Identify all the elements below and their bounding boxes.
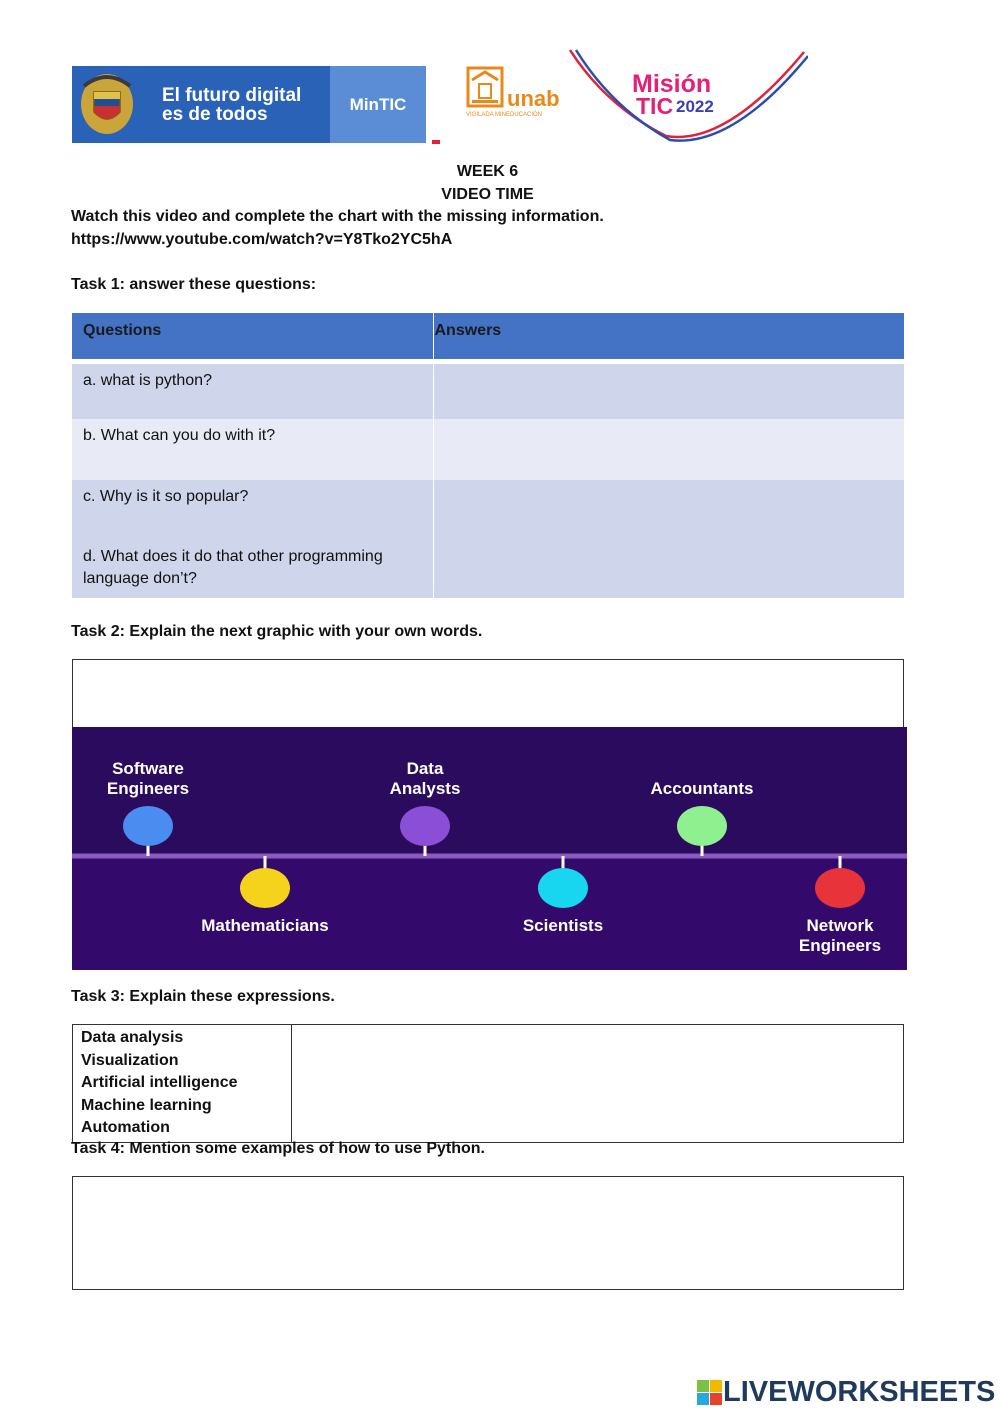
answer-cell[interactable] [433, 538, 904, 598]
table-row [72, 419, 904, 480]
answers-header: Answers [433, 313, 904, 361]
question-cell: d. What does it do that other programming language don’t? [72, 538, 433, 598]
career-label: Engineers [798, 936, 882, 955]
instructions-text: Watch this video and complete the chart with the missing information. [71, 208, 604, 225]
mision-tic-logo [566, 46, 808, 146]
answer-cell[interactable] [433, 419, 904, 480]
task3-answer-cell[interactable] [292, 1025, 904, 1143]
task2-answer-box[interactable] [72, 659, 904, 729]
gov-slogan-line2: es de todos [162, 104, 268, 125]
career-dot [677, 806, 727, 846]
task2-heading: Task 2: Explain the next graphic with your own words. [71, 623, 483, 640]
tic-word: TIC [636, 93, 674, 119]
mintic-label: MinTIC [330, 66, 426, 143]
week-title: WEEK 6 [456, 163, 519, 180]
question-cell: a. what is python? [72, 361, 433, 419]
expression-item: Artificial intelligence [81, 1074, 238, 1091]
career-dot [400, 806, 450, 846]
task3-heading: Task 3: Explain these expressions. [71, 988, 335, 1005]
career-dot [240, 868, 290, 908]
question-cell: b. What can you do with it? [72, 419, 433, 480]
task4-answer-box[interactable] [72, 1176, 904, 1290]
career-label: Software [112, 759, 184, 778]
career-dot [815, 868, 865, 908]
task3-table [72, 1024, 904, 1143]
answer-cell[interactable] [433, 361, 904, 419]
career-label: Network [806, 916, 874, 935]
mision-year: 2022 [676, 97, 714, 116]
mision-word: Misión [632, 70, 712, 98]
unab-subtitle: VIGILADA MINEDUCACIÓN [466, 112, 543, 118]
expression-item: Machine learning [81, 1096, 212, 1114]
question-cell: c. Why is it so popular? [72, 480, 433, 538]
career-label: Data [406, 759, 444, 778]
liveworksheets-icon [697, 1380, 723, 1406]
career-label: Mathematicians [201, 916, 329, 935]
career-label: Accountants [650, 779, 754, 798]
career-label: Scientists [522, 916, 604, 935]
career-dot [123, 806, 173, 846]
government-banner [72, 66, 426, 143]
colombia-coat-of-arms-icon [72, 66, 142, 143]
task4-heading: Task 4: Mention some examples of how to use Python. [71, 1140, 485, 1157]
table-row [72, 361, 904, 419]
questions-header: Questions [72, 313, 433, 361]
task1-table [72, 313, 904, 598]
task1-heading: Task 1: answer these questions: [71, 276, 317, 293]
expressions-list [73, 1025, 292, 1143]
table-header-row [72, 313, 904, 361]
gov-slogan [142, 66, 330, 143]
answer-cell[interactable] [433, 480, 904, 538]
career-label: Engineers [106, 779, 190, 798]
liveworksheets-text: LIVEWORKSHEETS [723, 1376, 996, 1408]
table-row [72, 538, 904, 598]
expression-item: Automation [81, 1119, 170, 1136]
decorative-tick [432, 140, 440, 144]
unab-logo-text: unab [507, 86, 560, 111]
career-label: Analysts [389, 779, 461, 798]
expression-item: Visualization [81, 1051, 179, 1069]
video-link[interactable]: https://www.youtube.com/watch?v=Y8Tko2YC5hA [71, 231, 453, 248]
expression-item: Data analysis [81, 1029, 184, 1046]
liveworksheets-logo [697, 1376, 995, 1409]
graphic-lower-band [72, 855, 907, 970]
video-time-title: VIDEO TIME [441, 186, 534, 203]
careers-graphic [72, 727, 907, 970]
career-dot [538, 868, 588, 908]
gov-slogan-line1: El futuro digital [162, 85, 302, 106]
table-row [72, 480, 904, 538]
